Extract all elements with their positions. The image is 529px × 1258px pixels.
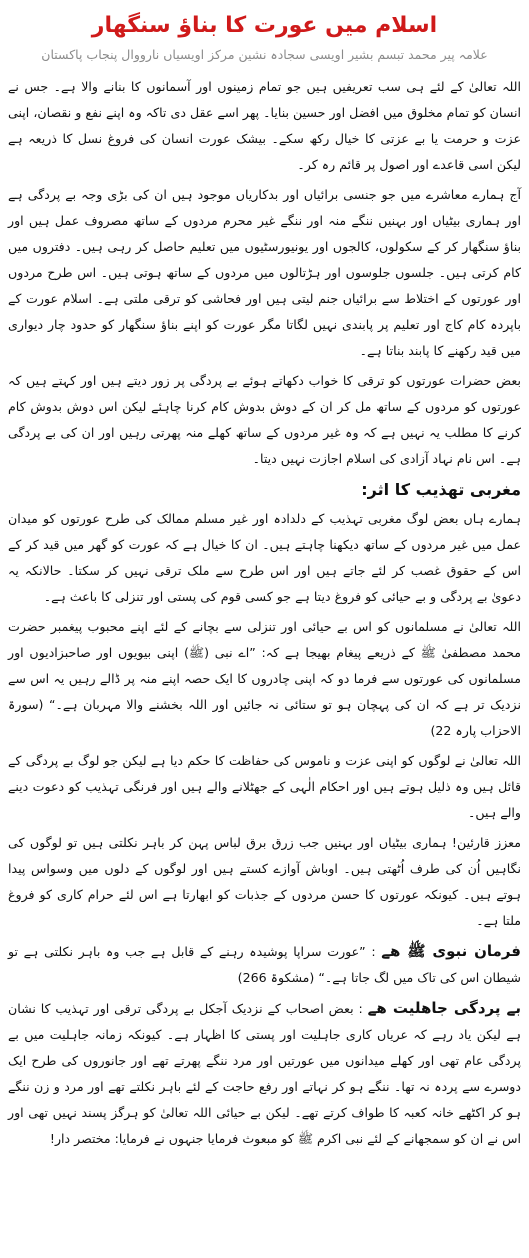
western-paragraph-3: اللہ تعالیٰ نے لوگوں کو اپنی عزت و ناموس کی حفاظت کا حکم دیا ہے لیکن جو لوگ بے پردگی کے قائل ہیں وہ ذلیل ہوتے ہیں اور احکام الٰہی کے جھٹلانے والے ہیں اور فرنگی تہذیب کو دعوت دینے والے ہیں۔ xyxy=(8,753,521,820)
western-paragraph-4: معزز قارئین! ہماری بیٹیاں اور بہنیں جب زرق برق لباس پہن کر باہر نکلتی ہیں تو لوگوں کی نگاہیں اُن کی طرف اُٹھتی ہیں۔ اوباش آوازے کستے ہیں اور لوگوں کے دلوں میں وسواس پیدا ہوتے ہیں۔ کیونکہ عورتوں کا حسن مردوں کے جذبات کو ابھارتا ہے اس لئے حرام کاری کو فروغ ملتا ہے۔ xyxy=(8,835,521,928)
section-heading-western-influence: مغربی تھذیب کا اثر: xyxy=(361,480,521,499)
jahiliyyah-text: : بعض اصحاب کے نزدیک آجکل بے پردگی ترقی اور تہذیب کا نشان ہے لیکن یاد رہے کہ عریاں کاری جاہلیت اور پستی کا اظہار ہے۔ کیونکہ زمانہ جاہلیت میں بے پردگی عام تھی اور کھلے میدانوں میں عورتیں اور مرد ننگے پھرتے تھے اور جانوروں کی طرح ایک دوسرے سے پردہ نہ تھا۔ ننگے ہو کر نہاتے اور رفع حاجت کے لئے باہر نکلتے تھے اور مرد و زن ننگے ہو کر اکٹھے خانہ کعبہ کا طواف کرتے تھے۔ لیکن بے حیائی اللہ تعالیٰ کو ہرگز پسند نہیں تھی اور اس نے ان کو سمجھانے کے لئے نبی اکرم ﷺ کو مبعوث فرمایا جنہوں نے فرمایا: مختصر دار! xyxy=(8,1001,521,1146)
jahiliyyah-heading: بے پردگی جاھلیت ھے xyxy=(367,999,521,1017)
intro-paragraph-1: اللہ تعالیٰ کے لئے ہی سب تعریفیں ہیں جو تمام زمینوں اور آسمانوں کا بنانے والا ہے۔ جس نے انسان کو تمام مخلوق میں افضل اور حسین بنایا۔ پھر اسے عقل دی تاکہ وہ اپنے نفع و نقصان، اپنی عزت و حرمت یا بے عزتی کا خیال رکھ سکے۔ بیشک عورت انسان کی فروغ نسل کا ذریعہ ہے لیکن اسی قاعدے اور اصول پر قائم رہ کر۔ xyxy=(8,79,521,172)
hadith-paragraph xyxy=(8,938,521,991)
jahiliyyah-paragraph xyxy=(8,995,521,1152)
hadith-text: : ”عورت سراپا پوشیدہ رہنے کے قابل ہے جب وہ باہر نکلتی ہے تو شیطان اس کی تاک میں لگ جاتا ہے۔“ (مشکوۃ 266) xyxy=(8,944,521,985)
intro-paragraph-3: بعض حضرات عورتوں کو ترقی کا خواب دکھاتے ہوئے بے پردگی پر زور دیتے ہیں اور کہتے ہیں کہ عورتوں کو مردوں کے ساتھ مل کر ان کے دوش بدوش کام کرنا چاہئے لیکن اس دوش بدوش کام کرنے کا مطلب یہ نہیں ہے کہ وہ غیر مردوں کے ساتھ کھلے منہ پھرتی رہیں اور ان کی بے پردگی ہے۔ اس نام نہاد آزادی کی اسلام اجازت نہیں دیتا۔ xyxy=(8,373,521,466)
intro-paragraph-2: آج ہمارے معاشرے میں جو جنسی برائیاں اور بدکاریاں موجود ہیں ان کی بڑی وجہ بے پردگی ہے اور ہماری بیٹیاں اور بہنیں ننگے منہ اور ننگے غیر محرم مردوں کے ساتھ مصروف عمل ہیں اور بناؤ سنگھار کر کے سکولوں، کالجوں اور یونیورسٹیوں میں تعلیم حاصل کر رہی ہیں۔ دفتروں میں کام کرتی ہیں۔ جلسوں جلوسوں اور ہڑتالوں میں مردوں کے ساتھ ہوتی ہیں۔ اس طرح مردوں اور عورتوں کے اختلاط سے برائیاں جنم لیتی ہیں اور فحاشی کو ترقی ملتی ہے۔ اسلام عورت کے باپردہ کام کاج اور تعلیم پر پابندی نہیں لگاتا مگر عورت کو اپنے بناؤ سنگھار کو حدود چار دیواری میں قید رکھنے کا پابند بناتا ہے۔ xyxy=(8,187,521,358)
western-paragraph-2: اللہ تعالیٰ نے مسلمانوں کو اس بے حیائی اور تنزلی سے بچانے کے لئے اپنے محبوب پیغمبر حضرت محمد مصطفیٰ ﷺ کے ذریعے پیغام بھیجا ہے کہ: ”اے نبی (ﷺ) اپنی بیویوں اور صاحبزادیوں اور مسلمانوں کی عورتوں سے فرما دو کہ اپنی چادروں کا ایک حصہ اپنے منہ پر ڈالے رہیں یہ اس سے نزدیک تر ہے کہ ان کی پہچان ہو تو ستائی نہ جائیں اور اللہ بخشنے والا مہربان ہے۔“ (سورۃ الاحزاب پارہ 22) xyxy=(8,619,521,738)
author-byline: علامہ پیر محمد تبسم بشیر اویسی سجادہ نشین مرکز اویسیاں نارووال پنجاب پاکستان xyxy=(41,47,488,62)
hadith-heading: فرمان نبوی ﷺ ھے xyxy=(381,942,521,960)
article-title: اسلام میں عورت کا بناؤ سنگھار xyxy=(91,13,438,38)
western-paragraph-1: ہمارے ہاں بعض لوگ مغربی تہذیب کے دلدادہ اور غیر مسلم ممالک کی طرح عورتوں کو میدان عمل میں غیر مردوں کے ساتھ دیکھنا چاہتے ہیں۔ ان کا خیال ہے کہ عورت کو گھر میں قید کر کے اس کے حقوق غصب کر لئے جاتے ہیں اور اس طرح سے ملک ترقی نہیں کر سکتا۔ حالانکہ یہ دعویٰ بے پردگی و بے حیائی کو فروغ دیتا ہے جو کسی قوم کی پستی اور تنزلی کا باعث ہے۔ xyxy=(8,511,521,604)
